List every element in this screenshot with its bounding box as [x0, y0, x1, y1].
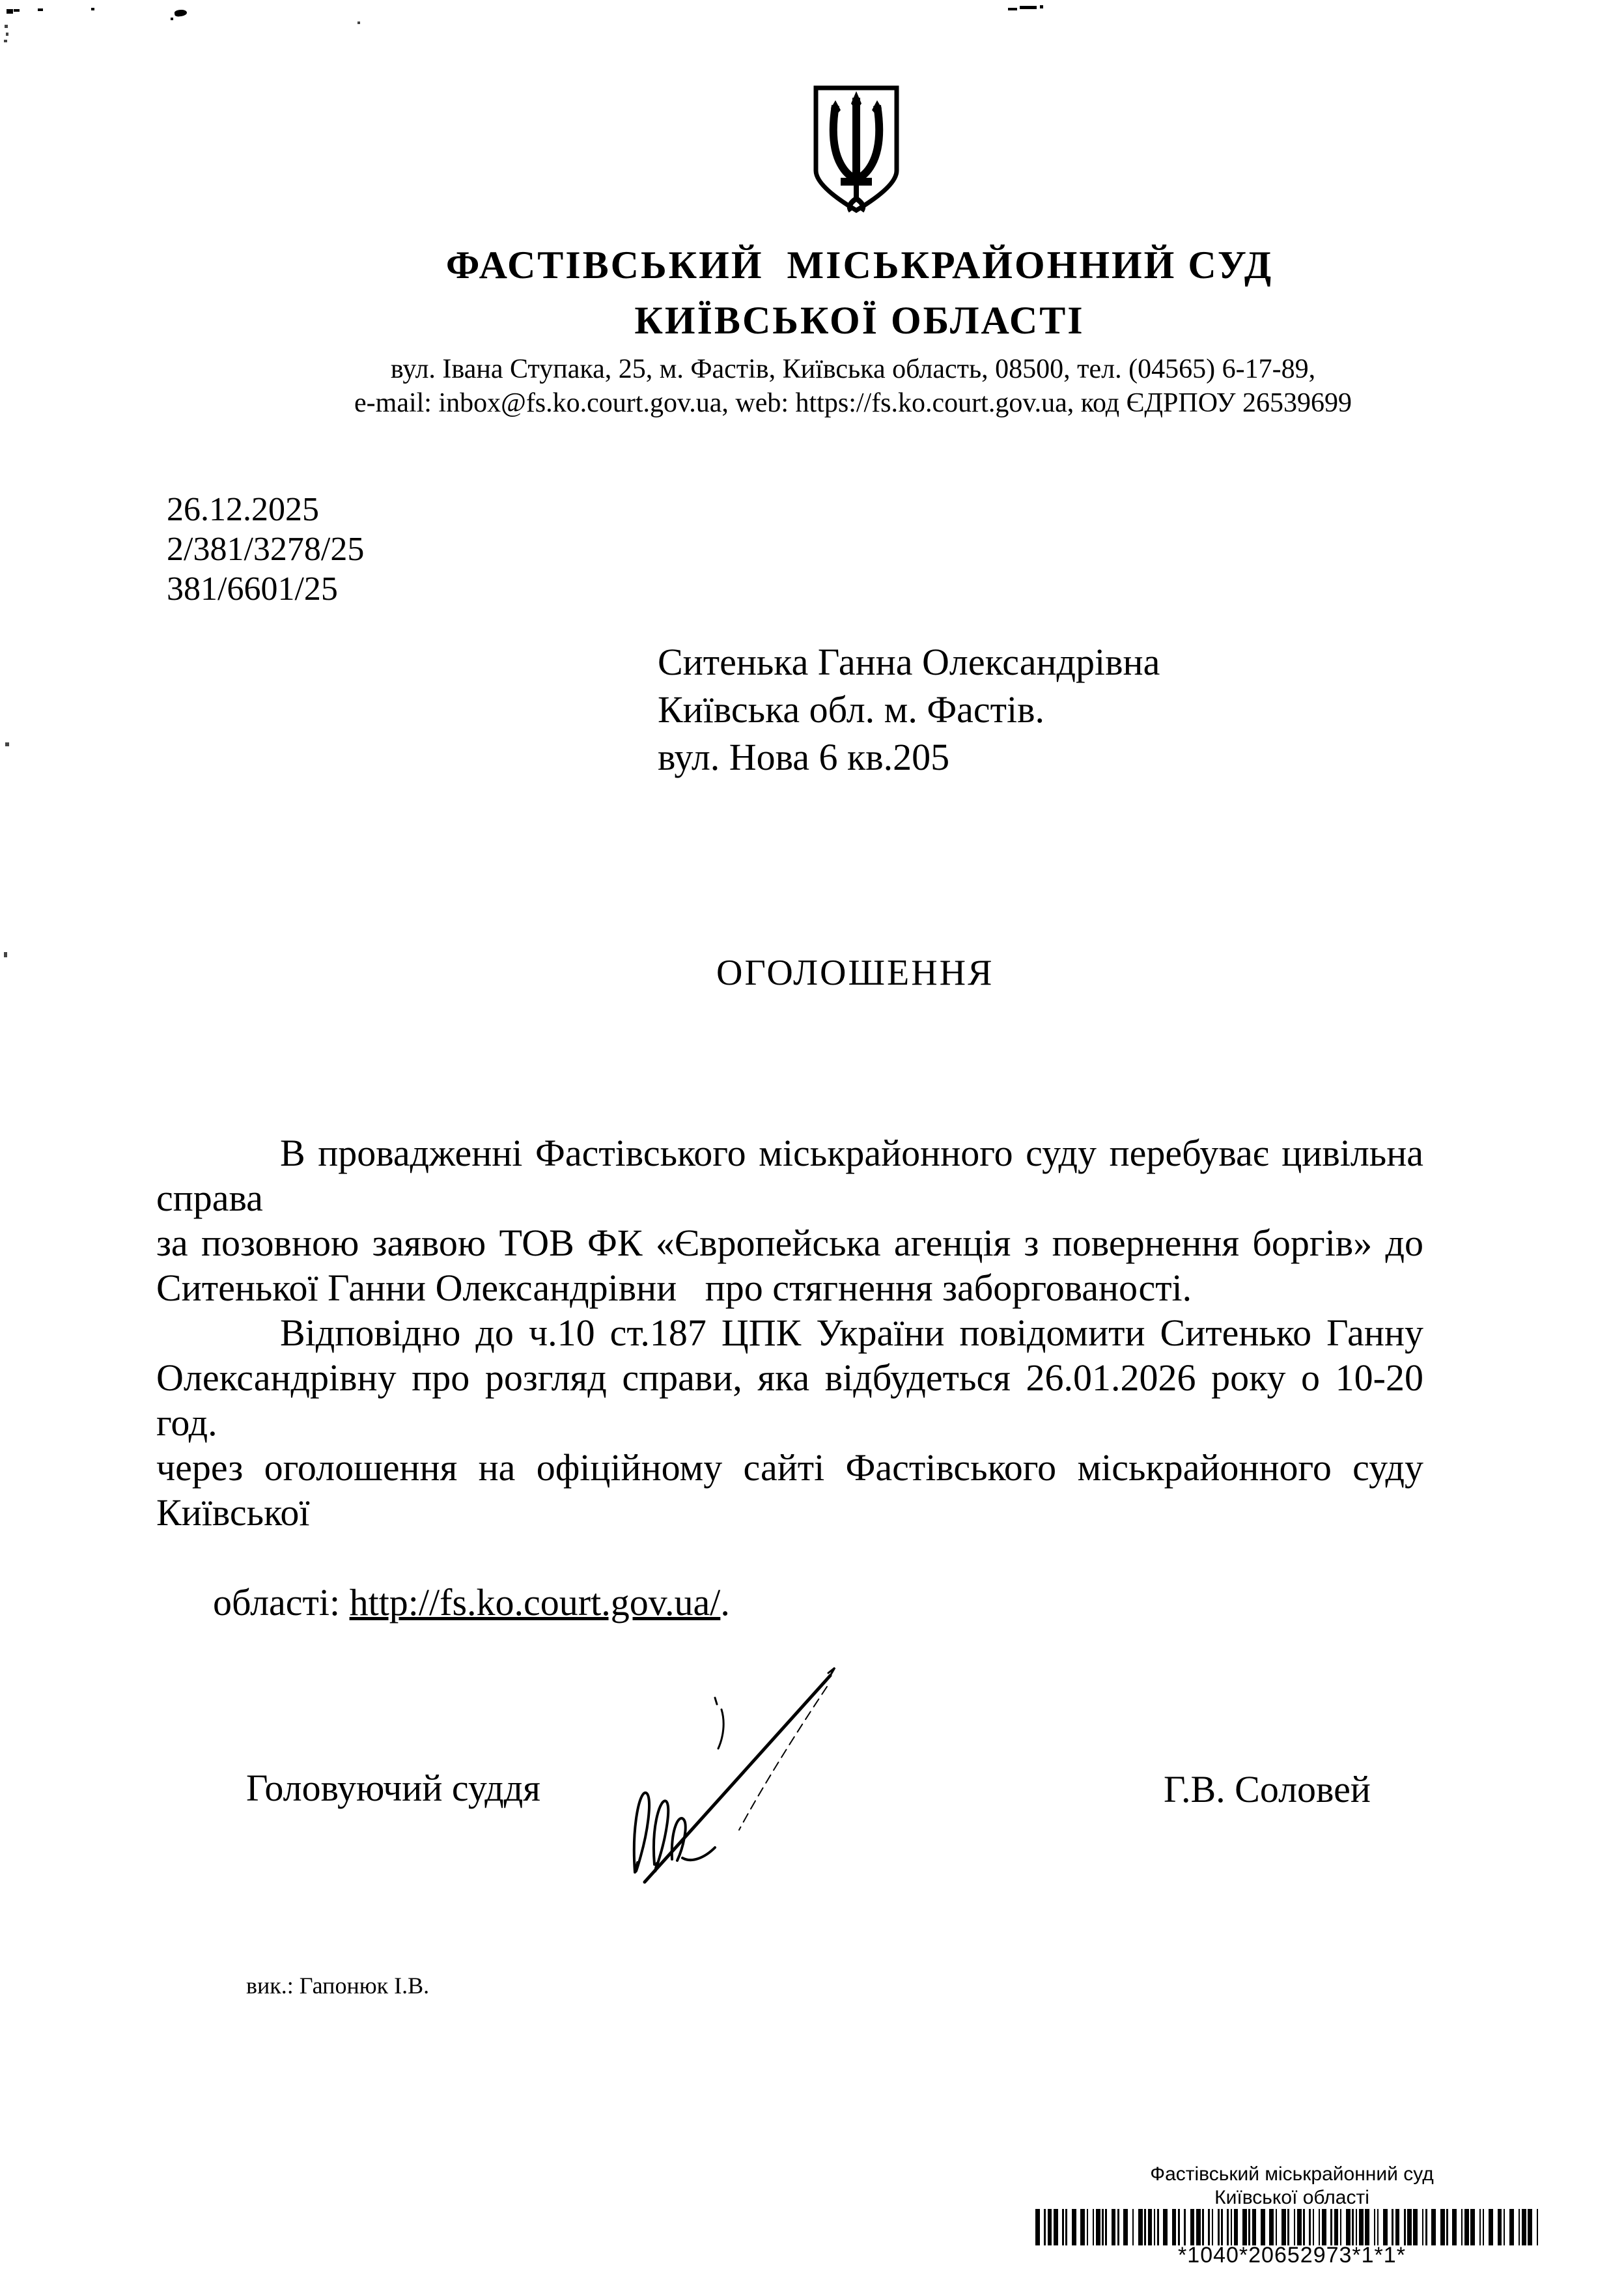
- barcode-space: [1457, 2209, 1461, 2245]
- barcode-bar: [1522, 2209, 1526, 2245]
- barcode-space: [1277, 2209, 1281, 2245]
- court-address-line2: e-mail: inbox@fs.ko.court.gov.ua, web: https://fs.ko.court.gov.ua, код ЄДРПОУ 26539699: [354, 388, 1352, 418]
- barcode-bar: [1359, 2209, 1364, 2245]
- barcode-bar: [1413, 2209, 1418, 2245]
- barcode-space: [1168, 2209, 1172, 2245]
- barcode-bar: [1509, 2209, 1514, 2245]
- body-text: [156, 1131, 1423, 1670]
- barcode-space: [1213, 2209, 1218, 2245]
- barcode-space: [1040, 2209, 1044, 2245]
- barcode-space: [1128, 2209, 1132, 2245]
- barcode-bar: [1242, 2209, 1247, 2245]
- barcode-bar: [1261, 2209, 1265, 2245]
- body-line: В провадженні Фастівського міськрайонного суду перебуває цивільна справа: [156, 1132, 1423, 1219]
- trident-icon: [811, 83, 902, 215]
- barcode-space: [1448, 2209, 1453, 2245]
- barcode-bar: [1452, 2209, 1457, 2245]
- body-line: Відповідно до ч.10 ст.187 ЦПК України повідомити Ситенько Ганну: [280, 1312, 1423, 1354]
- barcode-bar: [1346, 2209, 1351, 2245]
- barcode-space: [1119, 2209, 1124, 2245]
- scan-speck: [1008, 8, 1017, 10]
- judge-name: Г.В. Соловей: [1164, 1768, 1371, 1810]
- scan-speck: [7, 9, 13, 14]
- scan-speck: [38, 8, 43, 11]
- barcode-bar: [1297, 2209, 1302, 2245]
- barcode-space: [1107, 2209, 1112, 2245]
- barcode-space: [1058, 2209, 1063, 2245]
- recipient-address-line1: Київська обл. м. Фастів.: [658, 688, 1044, 731]
- scan-speck: [14, 9, 20, 12]
- barcode-space: [1369, 2209, 1374, 2245]
- footer-court-name-line2: Київської області: [1214, 2187, 1369, 2208]
- case-number: 2/381/3278/25: [167, 531, 365, 568]
- barcode-bar: [1190, 2209, 1195, 2245]
- scan-speck: [1040, 5, 1043, 8]
- barcode-space: [1067, 2209, 1072, 2245]
- barcode-space: [1399, 2209, 1404, 2245]
- document-date: 26.12.2025: [167, 491, 319, 528]
- barcode-bar: [1528, 2209, 1532, 2245]
- court-address-line1: вул. Івана Ступака, 25, м. Фастів, Київська область, 08500, тел. (04565) 6-17-89,: [390, 354, 1316, 384]
- barcode-space: [1484, 2209, 1489, 2245]
- scan-speck: [357, 21, 360, 24]
- scan-speck: [91, 8, 94, 10]
- body-line: Олександрівну про розгляд справи, яка відбудеться 26.01.2026 року о 10-20 год.: [156, 1356, 1423, 1444]
- barcode-bar: [1054, 2209, 1058, 2245]
- court-website-link[interactable]: http://fs.ko.court.gov.ua/: [349, 1581, 721, 1623]
- url-suffix: .: [720, 1581, 730, 1623]
- barcode-bar: [1431, 2209, 1436, 2245]
- barcode-bar: [1072, 2209, 1076, 2245]
- scan-speck: [4, 952, 7, 957]
- barcode-space: [1159, 2209, 1164, 2245]
- scan-speck: [5, 25, 8, 28]
- scan-speck: [171, 18, 173, 20]
- barcode-bar: [1498, 2209, 1502, 2245]
- ukraine-trident-emblem: [811, 83, 902, 215]
- barcode-bar: [1395, 2209, 1400, 2245]
- scan-speck: [1020, 6, 1037, 9]
- barcode-bar: [1123, 2209, 1128, 2245]
- barcode-value: *1040*20652973*1*1*: [1178, 2243, 1406, 2268]
- barcode-space: [1134, 2209, 1138, 2245]
- recipient-block: [658, 638, 1160, 781]
- url-prefix: області:: [213, 1581, 350, 1623]
- barcode-bar: [1112, 2209, 1116, 2245]
- barcode-space: [1418, 2209, 1422, 2245]
- footer-court-name-line1: Фастівський міськрайонний суд: [1150, 2163, 1434, 2185]
- signature-icon: [606, 1657, 873, 1898]
- recipient-name: Ситенька Ганна Олександрівна: [658, 641, 1160, 683]
- barcode-space: [1223, 2209, 1227, 2245]
- scan-speck: [5, 742, 9, 746]
- barcode-bar: [1365, 2209, 1369, 2245]
- barcode-bar: [1440, 2209, 1445, 2245]
- barcode-space: [1314, 2209, 1319, 2245]
- barcode-space: [1532, 2209, 1537, 2245]
- scan-speck: [6, 33, 8, 36]
- body-line: через оголошення на офіційному сайті Фастівського міськрайонного суду Київської: [156, 1446, 1423, 1534]
- barcode-bar: [1252, 2209, 1257, 2245]
- barcode-space: [1475, 2209, 1479, 2245]
- scan-speck: [4, 40, 7, 42]
- barcode-space: [1493, 2209, 1498, 2245]
- barcode-space: [1505, 2209, 1509, 2245]
- document-title: ОГОЛОШЕННЯ: [716, 953, 994, 993]
- barcode-space: [1305, 2209, 1309, 2245]
- barcode-space: [1436, 2209, 1440, 2245]
- barcode-space: [1388, 2209, 1392, 2245]
- barcode-space: [1180, 2209, 1184, 2245]
- court-name-line2: КИЇВСЬКОЇ ОБЛАСТІ: [634, 299, 1085, 342]
- barcode-bar: [1489, 2209, 1493, 2245]
- scan-speck: [174, 9, 187, 18]
- docket-number: 381/6601/25: [167, 570, 338, 608]
- barcode-space: [1341, 2209, 1346, 2245]
- barcode-space: [1088, 2209, 1093, 2245]
- executor-note: вик.: Гапонюк І.В.: [246, 1973, 430, 1999]
- barcode-space: [1379, 2209, 1383, 2245]
- barcode-bar: [1322, 2209, 1326, 2245]
- barcode-bar: [1196, 2209, 1201, 2245]
- barcode-bar: [1234, 2209, 1239, 2245]
- barcode-bar: [1464, 2209, 1469, 2245]
- court-name-line1: ФАСТІВСЬКИЙ МІСЬКРАЙОННИЙ СУД: [445, 244, 1274, 287]
- barcode-bar: [1148, 2209, 1153, 2245]
- barcode-space: [1265, 2209, 1270, 2245]
- barcode-space: [1427, 2209, 1432, 2245]
- barcode-bar: [1383, 2209, 1388, 2245]
- barcode-space: [1289, 2209, 1294, 2245]
- barcode-bar: [1269, 2209, 1274, 2245]
- barcode-bar: [1172, 2209, 1177, 2245]
- body-line: Ситенької Ганни Олександрівни про стягнення заборгованості.: [156, 1267, 1192, 1309]
- barcode-space: [1186, 2209, 1190, 2245]
- barcode-bar: [1163, 2209, 1168, 2245]
- recipient-address-line2: вул. Нова 6 кв.205: [658, 736, 950, 778]
- barcode-space: [1076, 2209, 1081, 2245]
- barcode-space: [1514, 2209, 1519, 2245]
- barcode-bar: [1407, 2209, 1412, 2245]
- barcode-bar: [1537, 2209, 1539, 2245]
- body-line: за позовною заявою ТОВ ФК «Європейська агенція з повернення боргів» до: [156, 1222, 1423, 1264]
- barcode-bar: [1096, 2209, 1100, 2245]
- barcode-bar: [1080, 2209, 1085, 2245]
- document-meta: [167, 490, 364, 609]
- barcode-bar: [1048, 2209, 1052, 2245]
- barcode-bar: [1138, 2209, 1143, 2245]
- barcode-space: [1238, 2209, 1242, 2245]
- barcode-bar: [1035, 2209, 1040, 2245]
- barcode-space: [1204, 2209, 1209, 2245]
- barcode-space: [1326, 2209, 1331, 2245]
- judge-role-label: Головуючий суддя: [246, 1767, 540, 1809]
- barcode-space: [1256, 2209, 1261, 2245]
- body-line: [156, 1535, 1423, 1670]
- barcode-bar: [1470, 2209, 1475, 2245]
- barcode-bar: [1281, 2209, 1286, 2245]
- barcode-bar: [1334, 2209, 1339, 2245]
- handwritten-signature: [606, 1657, 873, 1898]
- barcode-bars: [1035, 2209, 1538, 2245]
